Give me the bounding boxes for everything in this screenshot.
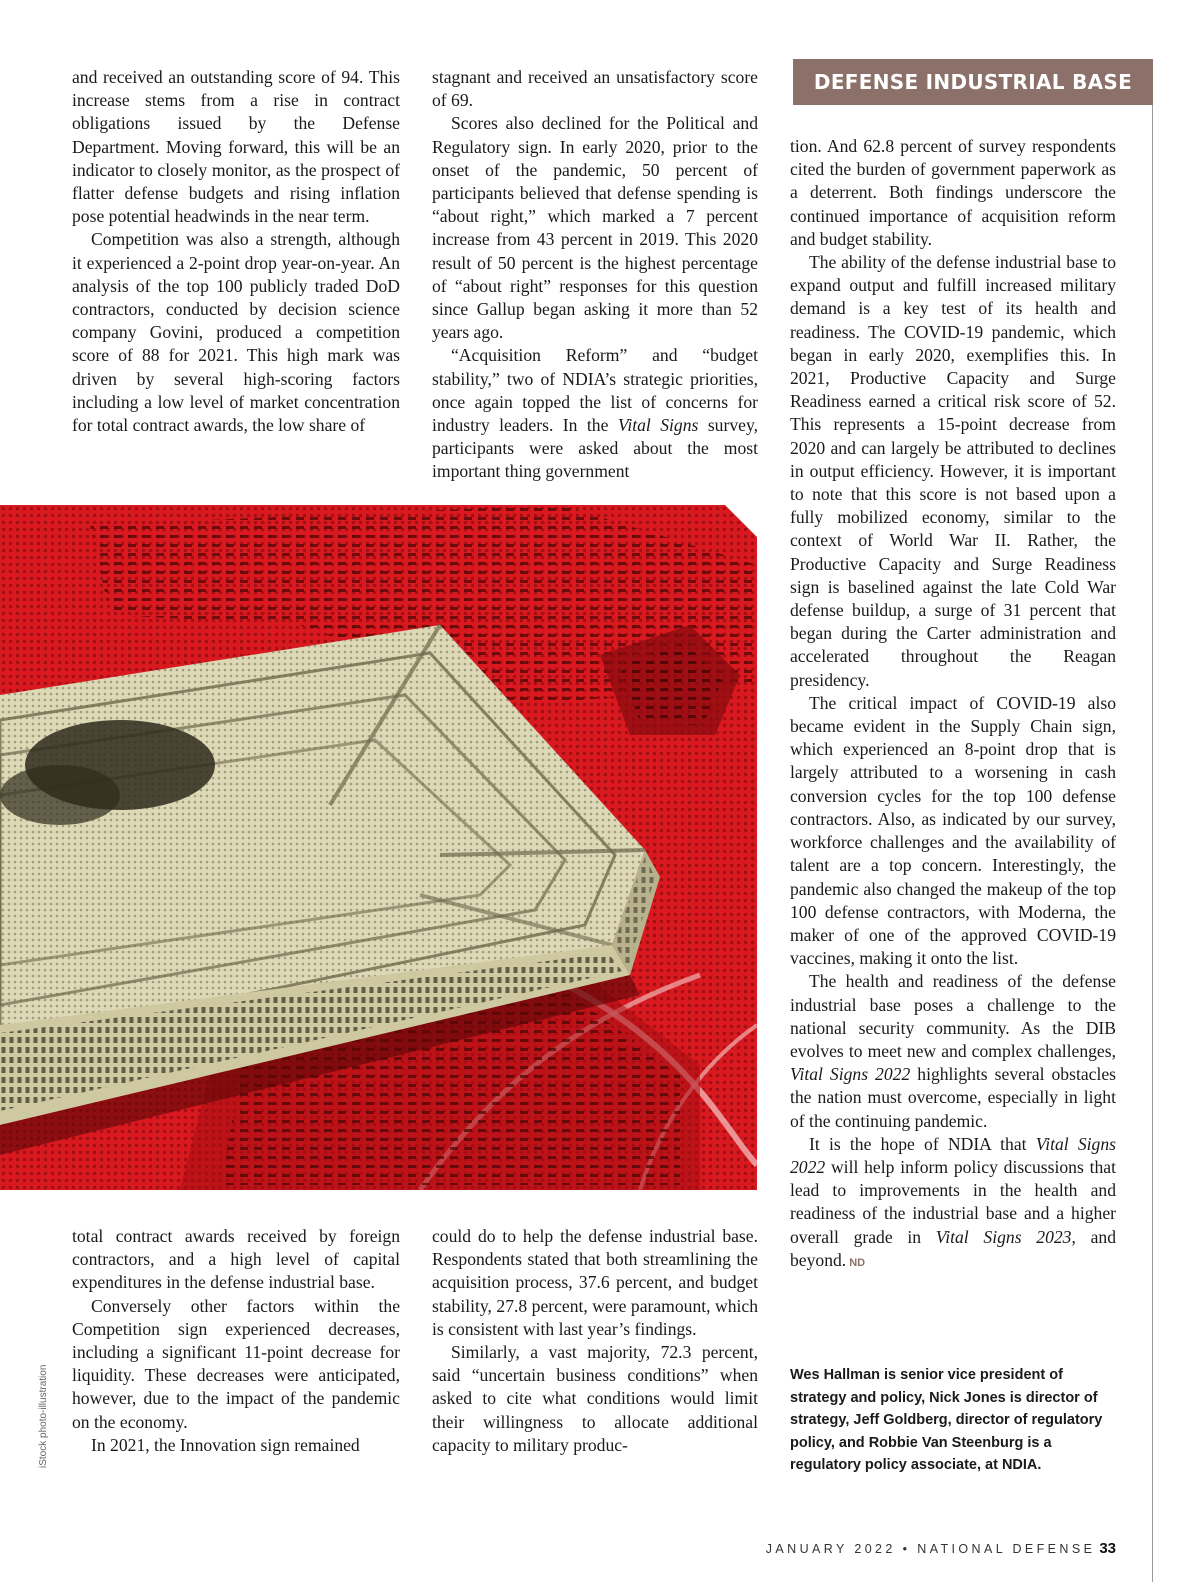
page-number: 33: [1099, 1540, 1116, 1557]
folio-text: JANUARY 2022 • NATIONAL DEFENSE: [765, 1542, 1096, 1556]
publication-title: Vital Signs: [617, 415, 699, 436]
publication-title: Vital Signs 2022: [790, 1133, 1116, 1177]
paragraph: [790, 1133, 1116, 1275]
text-run: will help inform policy discussions that lead to improvements in the health and readiness of the industrial base and a higher overall grade in: [790, 1156, 1116, 1247]
paragraph: The critical impact of COVID-19 also became evident in the Supply Chain sign, which experienced an 8-point drop that is largely attributed to a worsening in cash conversion cycles for the top 100 defense contractors. Also, as indicated by our survey, workforce challenges and the availability of talent are a top concern. Interestingly, the pandemic also changed the makeup of the top 100 defense contractors, with Moderna, the maker of one of the approved COVID-19 vaccines, making it onto the list.: [790, 692, 1116, 969]
text-run: , and beyond.: [790, 1226, 1116, 1270]
text-run: survey, participants were asked about the most important thing government: [432, 415, 758, 482]
paragraph: [432, 344, 758, 483]
paragraph: Conversely other factors within the Competition sign experienced decreases, including a significant 11-point decrease for liquidity. These decreases were anticipated, however, due to the impact of the pandemic on the economy.: [72, 1295, 400, 1432]
publication-title: Vital Signs 2022: [790, 1064, 911, 1085]
paragraph: Competition was also a strength, although it experienced a 2-point drop year-on-year. An analysis of the top 100 publicly traded DoD contractors, conducted by decision science company Govini, produced a competition score of 88 for 2021. This high mark was driven by several high-scoring factors including a low level of market concentration for total contract awards, the low share of: [72, 229, 400, 436]
paragraph: [790, 970, 1116, 1132]
paragraph: total contract awards received by foreign contractors, and a high level of capital expenditures in the defense industrial base.: [72, 1226, 400, 1293]
text-run: It is the hope of NDIA that: [809, 1133, 1036, 1154]
photo-credit: iStock photo-illustration: [38, 1364, 49, 1468]
paragraph: could do to help the defense industrial base. Respondents stated that both streamlining the acquisition process, 37.6 percent, and budget stability, 27.8 percent, were paramount, which is consistent with last year’s findings.: [432, 1226, 758, 1339]
text-run: highlights several obstacles the nation must overcome, especially in light of the continuing pandemic.: [790, 1064, 1116, 1131]
paragraph: The ability of the defense industrial base to expand output and fulfill increased military demand is a key test of its health and readiness. The COVID-19 pandemic, which began in early 2020, exemplifies this. In 2021, Productive Capacity and Surge Readiness earned a critical risk score of 52. This represents a 15-point decrease from 2020 and can largely be attributed to declines in output efficiency. However, it is important to note that this score is not based upon a fully mobilized economy, similar to the context of World War II. Rather, the Productive Capacity and Surge Readiness sign is baselined against the late Cold War defense buildup, a surge of 31 percent that began during the Carter administration and accelerated throughout the Reagan presidency.: [790, 252, 1116, 690]
text-run: The health and readiness of the defense industrial base poses a challenge to the national security community. As the DIB evolves to meet new and complex challenges,: [790, 971, 1116, 1061]
column-2-top: [432, 66, 758, 484]
author-bio: Wes Hallman is senior vice president of strategy and policy, Nick Jones is director of strategy, Jeff Goldberg, director of regulatory policy, and Robbie Van Steenburg is a regulatory policy associate, at NDIA.: [790, 1367, 1103, 1473]
end-mark: ND: [849, 1256, 866, 1269]
paragraph: tion. And 62.8 percent of survey respondents cited the burden of government paperwork as a deterrent. Both findings underscore the continued importance of acquisition reform and budget stability.: [790, 136, 1116, 249]
page-footer: [766, 1540, 1116, 1557]
column-1-top: [72, 66, 400, 437]
column-1-bottom: [72, 1225, 400, 1457]
column-2-bottom: [432, 1225, 758, 1457]
paragraph: Scores also declined for the Political and Regulatory sign. In early 2020, prior to the onset of the pandemic, 50 percent of participants believed that defense spending is “about right,” which marked a 7 percent increase from 43 percent in 2019. This 2020 result of 50 percent is the highest percentage of “about right” responses for this question since Gallup began asking it more than 52 years ago.: [432, 113, 758, 343]
column-3: [790, 135, 1116, 1275]
text-run: “Acquisition Reform” and “budget stability,” two of NDIA’s strategic priorities, once again topped the list of concerns for industry leaders. In the: [432, 345, 758, 436]
paragraph: stagnant and received an unsatisfactory score of 69.: [432, 67, 758, 111]
pentagon-photo-illustration: [0, 505, 757, 1190]
section-banner: DEFENSE INDUSTRIAL BASE: [793, 59, 1153, 105]
paragraph: In 2021, the Innovation sign remained: [91, 1434, 360, 1455]
paragraph: and received an outstanding score of 94. This increase stems from a rise in contract obligations issued by the Defense Department. Moving forward, this will be an indicator to closely monitor, as the prospect of flatter defense budgets and rising inflation pose potential headwinds in the near term.: [72, 67, 400, 227]
paragraph: Similarly, a vast majority, 72.3 percent, said “uncertain business conditions” when asked to cite what conditions would limit their willingness to allocate additional capacity to military produc-: [432, 1342, 758, 1455]
column-rule: [1152, 105, 1153, 1582]
publication-title: Vital Signs 2023: [935, 1226, 1072, 1247]
